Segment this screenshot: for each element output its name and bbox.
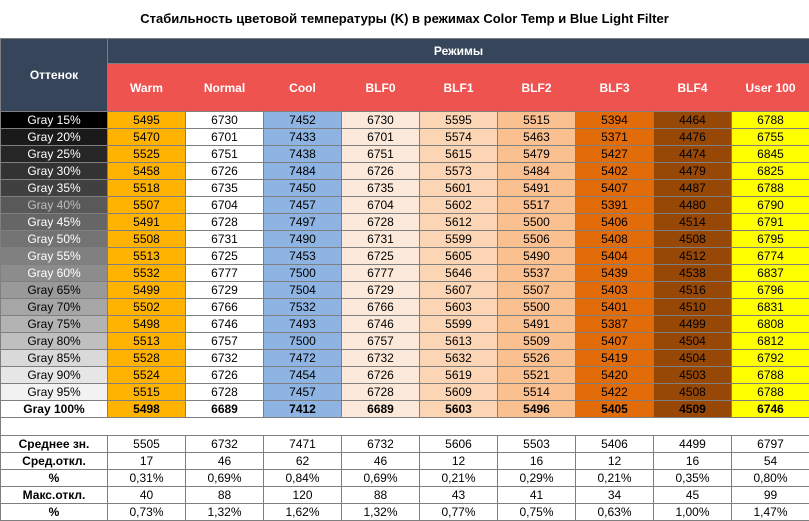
value-cell: 4512 (654, 248, 732, 265)
value-cell: 5515 (498, 112, 576, 129)
value-cell: 6788 (732, 180, 809, 197)
stat-value: 12 (420, 453, 498, 470)
value-cell: 5403 (576, 282, 654, 299)
stat-value: 4499 (654, 436, 732, 453)
value-cell: 6728 (186, 384, 264, 401)
table-row (1, 350, 809, 367)
value-cell: 6728 (186, 214, 264, 231)
stat-value: 120 (264, 487, 342, 504)
value-cell: 6746 (342, 316, 420, 333)
stat-value: 17 (108, 453, 186, 470)
value-cell: 5525 (108, 146, 186, 163)
value-cell: 4474 (654, 146, 732, 163)
stat-value: 88 (342, 487, 420, 504)
value-cell: 5609 (420, 384, 498, 401)
value-cell: 6726 (342, 163, 420, 180)
shade-label: Gray 55% (1, 248, 108, 265)
value-cell: 5602 (420, 197, 498, 214)
value-cell: 5595 (420, 112, 498, 129)
value-cell: 6774 (732, 248, 809, 265)
shade-label: Gray 45% (1, 214, 108, 231)
value-cell: 5391 (576, 197, 654, 214)
value-cell: 6746 (186, 316, 264, 333)
mode-header: BLF0 (342, 64, 420, 112)
value-cell: 4504 (654, 350, 732, 367)
value-cell: 5514 (498, 384, 576, 401)
value-cell: 4509 (654, 401, 732, 418)
stat-value: 0,21% (420, 470, 498, 487)
shade-label: Gray 90% (1, 367, 108, 384)
value-cell: 5607 (420, 282, 498, 299)
table-row (1, 163, 809, 180)
value-cell: 7500 (264, 333, 342, 350)
value-cell: 5524 (108, 367, 186, 384)
value-cell: 5394 (576, 112, 654, 129)
value-cell: 4479 (654, 163, 732, 180)
stat-row (1, 487, 809, 504)
shade-label: Gray 35% (1, 180, 108, 197)
value-cell: 5406 (576, 214, 654, 231)
stat-value: 16 (654, 453, 732, 470)
stat-value: 0,31% (108, 470, 186, 487)
value-cell: 6795 (732, 231, 809, 248)
table-row (1, 112, 809, 129)
table-row (1, 299, 809, 316)
value-cell: 6746 (732, 401, 809, 418)
value-cell: 5422 (576, 384, 654, 401)
value-cell: 7484 (264, 163, 342, 180)
stat-value: 1,32% (186, 504, 264, 521)
stat-value: 45 (654, 487, 732, 504)
value-cell: 5532 (108, 265, 186, 282)
value-cell: 5508 (108, 231, 186, 248)
stat-row (1, 470, 809, 487)
value-cell: 4487 (654, 180, 732, 197)
value-cell: 6792 (732, 350, 809, 367)
value-cell: 5517 (498, 197, 576, 214)
shade-label: Gray 75% (1, 316, 108, 333)
value-cell: 4503 (654, 367, 732, 384)
value-cell: 6825 (732, 163, 809, 180)
shade-label: Gray 40% (1, 197, 108, 214)
shade-label: Gray 50% (1, 231, 108, 248)
value-cell: 5573 (420, 163, 498, 180)
stat-value: 6732 (186, 436, 264, 453)
value-cell: 6728 (342, 384, 420, 401)
table-row (1, 367, 809, 384)
value-cell: 6732 (186, 350, 264, 367)
value-cell: 7452 (264, 112, 342, 129)
value-cell: 5498 (108, 316, 186, 333)
table-row (1, 129, 809, 146)
value-cell: 5484 (498, 163, 576, 180)
table-row (1, 384, 809, 401)
value-cell: 5515 (108, 384, 186, 401)
value-cell: 5599 (420, 316, 498, 333)
stat-value: 16 (498, 453, 576, 470)
shade-label: Gray 65% (1, 282, 108, 299)
value-cell: 5646 (420, 265, 498, 282)
value-cell: 6729 (186, 282, 264, 299)
value-cell: 5371 (576, 129, 654, 146)
spacer-cell (1, 418, 809, 436)
stat-value: 0,77% (420, 504, 498, 521)
value-cell: 5603 (420, 299, 498, 316)
value-cell: 6726 (186, 367, 264, 384)
value-cell: 6701 (186, 129, 264, 146)
stat-value: 46 (342, 453, 420, 470)
table-row (1, 231, 809, 248)
value-cell: 6729 (342, 282, 420, 299)
temperature-table (0, 38, 809, 521)
mode-header: BLF4 (654, 64, 732, 112)
value-cell: 6796 (732, 282, 809, 299)
value-cell: 6808 (732, 316, 809, 333)
value-cell: 4499 (654, 316, 732, 333)
stat-value: 7471 (264, 436, 342, 453)
value-cell: 6766 (342, 299, 420, 316)
stat-value: 1,47% (732, 504, 809, 521)
value-cell: 5518 (108, 180, 186, 197)
stat-value: 54 (732, 453, 809, 470)
value-cell: 5439 (576, 265, 654, 282)
stat-value: 6732 (342, 436, 420, 453)
value-cell: 6731 (186, 231, 264, 248)
value-cell: 5502 (108, 299, 186, 316)
value-cell: 5601 (420, 180, 498, 197)
value-cell: 5490 (498, 248, 576, 265)
value-cell: 7450 (264, 180, 342, 197)
value-cell: 6788 (732, 112, 809, 129)
stat-value: 0,35% (654, 470, 732, 487)
value-cell: 5513 (108, 333, 186, 350)
value-cell: 4514 (654, 214, 732, 231)
value-cell: 5619 (420, 367, 498, 384)
value-cell: 5500 (498, 214, 576, 231)
value-cell: 6730 (342, 112, 420, 129)
value-cell: 5407 (576, 333, 654, 350)
stat-value: 0,69% (342, 470, 420, 487)
value-cell: 4538 (654, 265, 732, 282)
value-cell: 6725 (186, 248, 264, 265)
value-cell: 6777 (342, 265, 420, 282)
value-cell: 6831 (732, 299, 809, 316)
value-cell: 5420 (576, 367, 654, 384)
value-cell: 5612 (420, 214, 498, 231)
shade-label: Gray 70% (1, 299, 108, 316)
value-cell: 6777 (186, 265, 264, 282)
value-cell: 6845 (732, 146, 809, 163)
value-cell: 5387 (576, 316, 654, 333)
value-cell: 4464 (654, 112, 732, 129)
stat-label: % (1, 470, 108, 487)
value-cell: 7493 (264, 316, 342, 333)
value-cell: 5495 (108, 112, 186, 129)
table-row (1, 248, 809, 265)
value-cell: 5491 (498, 316, 576, 333)
stat-value: 0,29% (498, 470, 576, 487)
value-cell: 7504 (264, 282, 342, 299)
shade-label: Gray 30% (1, 163, 108, 180)
shade-label: Gray 25% (1, 146, 108, 163)
shade-label: Gray 20% (1, 129, 108, 146)
value-cell: 6728 (342, 214, 420, 231)
value-cell: 6757 (342, 333, 420, 350)
stat-value: 5503 (498, 436, 576, 453)
value-cell: 7433 (264, 129, 342, 146)
value-cell: 7500 (264, 265, 342, 282)
value-cell: 5500 (498, 299, 576, 316)
stat-value: 99 (732, 487, 809, 504)
value-cell: 7438 (264, 146, 342, 163)
stat-value: 5606 (420, 436, 498, 453)
stat-value: 5505 (108, 436, 186, 453)
table-row (1, 146, 809, 163)
modes-header: Режимы (108, 39, 809, 64)
value-cell: 5404 (576, 248, 654, 265)
stats-body (1, 418, 809, 521)
value-cell: 6725 (342, 248, 420, 265)
stat-value: 43 (420, 487, 498, 504)
value-cell: 4510 (654, 299, 732, 316)
stat-value: 0,21% (576, 470, 654, 487)
shade-label: Gray 60% (1, 265, 108, 282)
stat-value: 88 (186, 487, 264, 504)
value-cell: 6704 (342, 197, 420, 214)
value-cell: 6757 (186, 333, 264, 350)
table-row (1, 316, 809, 333)
stat-value: 41 (498, 487, 576, 504)
value-cell: 5521 (498, 367, 576, 384)
value-cell: 4508 (654, 384, 732, 401)
shade-label: Gray 85% (1, 350, 108, 367)
shade-label: Gray 80% (1, 333, 108, 350)
value-cell: 6726 (186, 163, 264, 180)
value-cell: 5499 (108, 282, 186, 299)
value-cell: 5509 (498, 333, 576, 350)
value-cell: 5458 (108, 163, 186, 180)
table-row (1, 197, 809, 214)
value-cell: 5498 (108, 401, 186, 418)
stat-value: 1,62% (264, 504, 342, 521)
value-cell: 5526 (498, 350, 576, 367)
table-row (1, 265, 809, 282)
table-row (1, 282, 809, 299)
value-cell: 5528 (108, 350, 186, 367)
value-cell: 5491 (108, 214, 186, 231)
value-cell: 5599 (420, 231, 498, 248)
value-cell: 5507 (498, 282, 576, 299)
stat-value: 0,75% (498, 504, 576, 521)
value-cell: 6701 (342, 129, 420, 146)
value-cell: 5402 (576, 163, 654, 180)
value-cell: 5513 (108, 248, 186, 265)
data-body (1, 112, 809, 418)
value-cell: 4476 (654, 129, 732, 146)
value-cell: 5491 (498, 180, 576, 197)
table-row (1, 214, 809, 231)
value-cell: 6751 (186, 146, 264, 163)
shade-label: Gray 100% (1, 401, 108, 418)
value-cell: 7454 (264, 367, 342, 384)
value-cell: 6755 (732, 129, 809, 146)
stat-row (1, 504, 809, 521)
mode-header-row (1, 64, 809, 112)
stat-value: 34 (576, 487, 654, 504)
shade-column-header: Оттенок (1, 39, 108, 112)
value-cell: 5632 (420, 350, 498, 367)
value-cell: 7457 (264, 197, 342, 214)
value-cell: 7472 (264, 350, 342, 367)
value-cell: 6732 (342, 350, 420, 367)
value-cell: 6788 (732, 367, 809, 384)
stat-row (1, 436, 809, 453)
value-cell: 5574 (420, 129, 498, 146)
stat-label: Среднее зн. (1, 436, 108, 453)
shade-label: Gray 95% (1, 384, 108, 401)
value-cell: 7490 (264, 231, 342, 248)
value-cell: 5419 (576, 350, 654, 367)
value-cell: 4504 (654, 333, 732, 350)
value-cell: 6837 (732, 265, 809, 282)
stat-value: 0,63% (576, 504, 654, 521)
value-cell: 5507 (108, 197, 186, 214)
stat-value: 12 (576, 453, 654, 470)
mode-header: Cool (264, 64, 342, 112)
value-cell: 4516 (654, 282, 732, 299)
value-cell: 7497 (264, 214, 342, 231)
value-cell: 4508 (654, 231, 732, 248)
value-cell: 5605 (420, 248, 498, 265)
value-cell: 5613 (420, 333, 498, 350)
value-cell: 5615 (420, 146, 498, 163)
value-cell: 6689 (342, 401, 420, 418)
value-cell: 5405 (576, 401, 654, 418)
value-cell: 5463 (498, 129, 576, 146)
stat-value: 6797 (732, 436, 809, 453)
value-cell: 4480 (654, 197, 732, 214)
value-cell: 5401 (576, 299, 654, 316)
table-row (1, 333, 809, 350)
value-cell: 6790 (732, 197, 809, 214)
stat-value: 0,84% (264, 470, 342, 487)
mode-header: User 100 (732, 64, 809, 112)
value-cell: 6751 (342, 146, 420, 163)
value-cell: 5407 (576, 180, 654, 197)
stat-value: 0,80% (732, 470, 809, 487)
shade-label: Gray 15% (1, 112, 108, 129)
stat-value: 46 (186, 453, 264, 470)
value-cell: 5479 (498, 146, 576, 163)
stat-value: 1,00% (654, 504, 732, 521)
stat-value: 0,69% (186, 470, 264, 487)
value-cell: 5537 (498, 265, 576, 282)
value-cell: 5408 (576, 231, 654, 248)
value-cell: 6689 (186, 401, 264, 418)
stat-row (1, 453, 809, 470)
value-cell: 7412 (264, 401, 342, 418)
value-cell: 6731 (342, 231, 420, 248)
spacer-row (1, 418, 809, 436)
value-cell: 5603 (420, 401, 498, 418)
value-cell: 6766 (186, 299, 264, 316)
stat-label: Макс.откл. (1, 487, 108, 504)
value-cell: 6788 (732, 384, 809, 401)
stat-value: 1,32% (342, 504, 420, 521)
chart-title: Стабильность цветовой температуры (K) в режимах Color Temp и Blue Light Filter (0, 0, 809, 38)
mode-header: BLF3 (576, 64, 654, 112)
value-cell: 7453 (264, 248, 342, 265)
stat-value: 5406 (576, 436, 654, 453)
value-cell: 6791 (732, 214, 809, 231)
value-cell: 5470 (108, 129, 186, 146)
value-cell: 5427 (576, 146, 654, 163)
value-cell: 5506 (498, 231, 576, 248)
value-cell: 5496 (498, 401, 576, 418)
stat-label: Сред.откл. (1, 453, 108, 470)
stat-label: % (1, 504, 108, 521)
mode-header: BLF2 (498, 64, 576, 112)
mode-header: Normal (186, 64, 264, 112)
stat-value: 62 (264, 453, 342, 470)
stat-value: 0,73% (108, 504, 186, 521)
value-cell: 6735 (186, 180, 264, 197)
value-cell: 6704 (186, 197, 264, 214)
stat-value: 40 (108, 487, 186, 504)
value-cell: 7532 (264, 299, 342, 316)
value-cell: 6726 (342, 367, 420, 384)
value-cell: 6730 (186, 112, 264, 129)
value-cell: 6735 (342, 180, 420, 197)
value-cell: 6812 (732, 333, 809, 350)
table-row (1, 401, 809, 418)
mode-header: BLF1 (420, 64, 498, 112)
table-row (1, 180, 809, 197)
value-cell: 7457 (264, 384, 342, 401)
mode-header: Warm (108, 64, 186, 112)
